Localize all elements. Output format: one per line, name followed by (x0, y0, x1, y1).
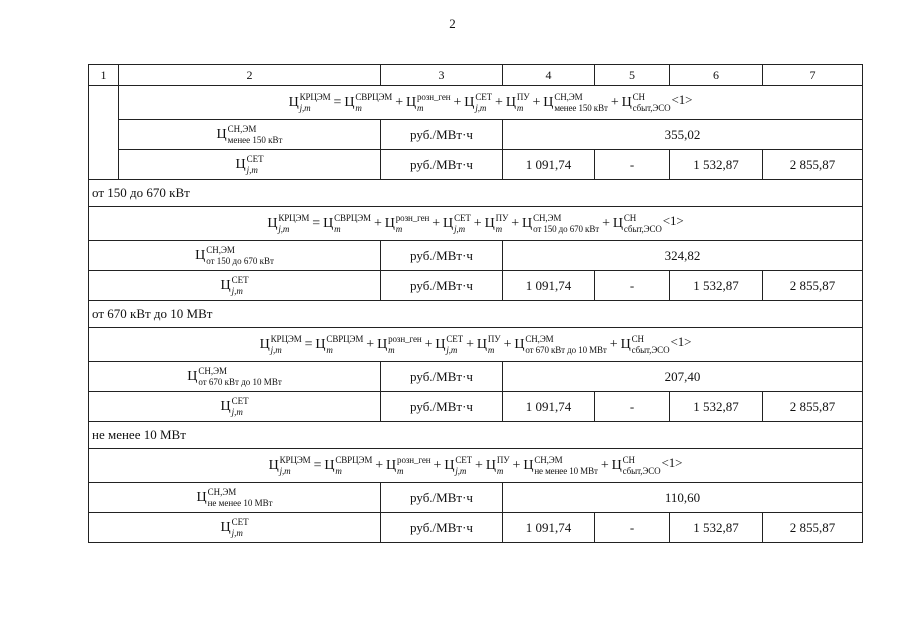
ts-symbol: Ц (484, 216, 495, 232)
formula-term (267, 212, 310, 234)
value-cell-merged: 355,02 (503, 120, 863, 150)
tariff-table (88, 64, 863, 543)
term-subscript: m (516, 102, 524, 113)
term-superscript: ПУ (516, 91, 530, 102)
formula-operator: + (466, 337, 474, 353)
formula-term (324, 454, 373, 476)
formula-term (485, 454, 510, 476)
row-number-cell (89, 86, 119, 180)
ts-symbol: Ц (220, 277, 231, 293)
term-subscript: m (334, 223, 341, 234)
ts-symbol: Ц (444, 458, 455, 474)
ts-symbol: Ц (377, 337, 388, 353)
formula-row (89, 328, 863, 362)
term-subscript: m (495, 223, 502, 234)
ts-symbol: Ц (259, 337, 270, 353)
section-row (89, 422, 863, 449)
label-subscript: j,m (231, 406, 243, 417)
value-cell: 1 091,74 (503, 271, 595, 301)
formula-operator: + (433, 458, 442, 474)
formula-operator: + (375, 458, 384, 474)
term-superscript: СЕТ (455, 454, 473, 465)
component-label (89, 271, 381, 301)
formula-term (523, 454, 598, 476)
label-subscript: j,m (246, 164, 258, 175)
formula-operator: + (453, 95, 462, 111)
unit-cell: руб./МВт·ч (381, 271, 503, 301)
formula-term (377, 333, 422, 355)
ts-symbol: Ц (386, 458, 397, 474)
formula-term (384, 212, 430, 234)
formula-operator: + (432, 216, 441, 232)
formula-operator: + (473, 216, 482, 232)
formula-row (89, 207, 863, 241)
term-superscript: розн_ген (397, 454, 431, 465)
value-cell: 1 532,87 (670, 150, 763, 180)
label-superscript: СЕТ (231, 274, 249, 285)
label-subscript: менее 150 кВт (227, 134, 283, 145)
term-superscript: СН,ЭМ (533, 212, 562, 223)
value-cell: 2 855,87 (763, 150, 863, 180)
value-cell-merged: 110,60 (503, 483, 863, 513)
term-superscript: КРЦЭМ (278, 212, 310, 223)
term-superscript: КРЦЭМ (299, 91, 331, 102)
component-label (119, 120, 381, 150)
ts-symbol: Ц (406, 95, 417, 111)
term-superscript: СВРЦЭМ (326, 333, 364, 344)
label-subscript: от 150 до 670 кВт (206, 255, 274, 266)
formula-term (514, 333, 607, 355)
term-subscript: сбыт,ЭСО (622, 465, 661, 476)
term-superscript: СЕТ (475, 91, 493, 102)
component-label (89, 392, 381, 422)
ts-symbol: Ц (543, 95, 554, 111)
term-superscript: ПУ (487, 333, 501, 344)
ts-symbol: Ц (324, 458, 335, 474)
formula-operator: + (600, 458, 609, 474)
term-subscript: j,m (299, 102, 311, 113)
formula-operator: + (424, 337, 433, 353)
term-subscript: m (487, 344, 495, 355)
ts-symbol: Ц (196, 489, 207, 505)
unit-cell: руб./МВт·ч (381, 362, 503, 392)
term-subscript: j,m (446, 344, 458, 355)
label-superscript: СН,ЭМ (198, 365, 228, 376)
term-superscript: розн_ген (388, 333, 422, 344)
ts-symbol: Ц (288, 95, 299, 111)
formula-term (344, 91, 393, 113)
ts-symbol: Ц (620, 337, 631, 353)
value-cell: - (595, 271, 670, 301)
term-subscript: m (335, 465, 342, 476)
ts-symbol: Ц (612, 216, 623, 232)
formula (89, 449, 863, 483)
ts-symbol: Ц (187, 368, 198, 384)
ts-symbol: Ц (505, 95, 516, 111)
component-label (89, 362, 381, 392)
ts-symbol: Ц (514, 337, 525, 353)
value-cell: 2 855,87 (763, 392, 863, 422)
term-superscript: СН (623, 212, 637, 223)
formula-term (444, 454, 473, 476)
ts-symbol: Ц (315, 337, 326, 353)
value-cell-merged: 207,40 (503, 362, 863, 392)
value-cell: 1 091,74 (503, 392, 595, 422)
formula-operator: + (373, 216, 382, 232)
table-row (89, 150, 863, 180)
section-row (89, 301, 863, 328)
term-subscript: j,m (278, 223, 290, 234)
formula-term (315, 333, 364, 355)
header-cell: 6 (670, 65, 763, 86)
unit-cell: руб./МВт·ч (381, 392, 503, 422)
formula-operator: + (602, 216, 610, 232)
term-superscript: КРЦЭМ (270, 333, 302, 344)
formula-row (89, 449, 863, 483)
formula-term (611, 454, 661, 476)
formula-operator: = (333, 95, 342, 111)
formula-term (259, 333, 302, 355)
value-cell: 1 091,74 (503, 513, 595, 543)
term-subscript: менее 150 кВт (554, 102, 608, 113)
ts-symbol: Ц (464, 95, 475, 111)
label-subscript: не менее 10 МВт (207, 497, 273, 508)
formula-term (288, 91, 331, 113)
formula-row (89, 86, 863, 120)
formula-term (406, 91, 451, 113)
value-cell: - (595, 513, 670, 543)
ts-symbol: Ц (216, 126, 227, 142)
ts-symbol: Ц (220, 519, 231, 535)
value-cell: 2 855,87 (763, 271, 863, 301)
table-row (89, 362, 863, 392)
value-cell: 1 532,87 (670, 513, 763, 543)
formula-operator: + (512, 458, 521, 474)
ts-symbol: Ц (435, 337, 446, 353)
label-subscript: от 670 кВт до 10 МВт (198, 376, 282, 387)
term-superscript: СВРЦЭМ (335, 454, 373, 465)
term-subscript: m (496, 465, 504, 476)
term-subscript: j,m (454, 223, 466, 234)
formula-term (268, 454, 311, 476)
term-superscript: СВРЦЭМ (334, 212, 371, 223)
formula-term (323, 212, 371, 234)
term-subscript: сбыт,ЭСО (631, 344, 670, 355)
ts-symbol: Ц (476, 337, 487, 353)
ts-symbol: Ц (195, 247, 206, 263)
header-row (89, 65, 863, 86)
table-row (89, 513, 863, 543)
component-label (119, 150, 381, 180)
term-superscript: розн_ген (395, 212, 430, 223)
term-subscript: от 670 кВт до 10 МВт (525, 344, 607, 355)
term-superscript: СН,ЭМ (525, 333, 554, 344)
ts-symbol: Ц (443, 216, 454, 232)
formula-term (484, 212, 509, 234)
formula-term (543, 91, 608, 113)
formula-operator: + (609, 337, 618, 353)
label-superscript: СН,ЭМ (227, 123, 257, 134)
table-row (89, 271, 863, 301)
value-cell: 1 091,74 (503, 150, 595, 180)
label-superscript: СЕТ (231, 516, 249, 527)
term-subscript: j,m (475, 102, 487, 113)
term-superscript: СН (631, 333, 644, 344)
value-cell: - (595, 392, 670, 422)
label-subscript: j,m (231, 527, 243, 538)
formula-operator: + (395, 95, 404, 111)
unit-cell: руб./МВт·ч (381, 120, 503, 150)
ts-symbol: Ц (523, 458, 534, 474)
term-superscript: розн_ген (417, 91, 451, 102)
term-subscript: j,m (270, 344, 282, 355)
term-superscript: ПУ (495, 212, 509, 223)
formula-operator: = (313, 458, 322, 474)
note-reference: <1> (662, 213, 684, 229)
note-reference: <1> (670, 334, 692, 350)
formula-term (620, 333, 670, 355)
section-label: от 150 до 670 кВт (89, 180, 863, 207)
ts-symbol: Ц (267, 216, 278, 232)
formula-operator: + (511, 216, 520, 232)
formula-operator: + (366, 337, 375, 353)
formula-term (386, 454, 431, 476)
unit-cell: руб./МВт·ч (381, 241, 503, 271)
term-superscript: КРЦЭМ (279, 454, 311, 465)
header-cell: 5 (595, 65, 670, 86)
table-row (89, 241, 863, 271)
formula-operator: + (610, 95, 619, 111)
header-cell: 3 (381, 65, 503, 86)
table-row (89, 483, 863, 513)
term-subscript: m (395, 223, 403, 234)
ts-symbol: Ц (485, 458, 496, 474)
header-cell: 1 (89, 65, 119, 86)
term-superscript: СН (632, 91, 645, 102)
term-superscript: СН,ЭМ (554, 91, 583, 102)
term-superscript: СЕТ (446, 333, 464, 344)
value-cell: 1 532,87 (670, 392, 763, 422)
section-label: от 670 кВт до 10 МВт (89, 301, 863, 328)
formula-operator: + (475, 458, 483, 474)
term-superscript: СН,ЭМ (534, 454, 563, 465)
ts-symbol: Ц (621, 95, 632, 111)
formula (89, 207, 863, 241)
label-superscript: СН,ЭМ (207, 486, 237, 497)
term-superscript: ПУ (496, 454, 510, 465)
formula-operator: + (503, 337, 512, 353)
section-row (89, 180, 863, 207)
ts-symbol: Ц (323, 216, 334, 232)
table-row (89, 120, 863, 150)
component-label (89, 513, 381, 543)
value-cell: - (595, 150, 670, 180)
formula-operator: = (304, 337, 313, 353)
term-subscript: m (355, 102, 362, 113)
ts-symbol: Ц (268, 458, 279, 474)
note-reference: <1> (661, 455, 683, 471)
formula-term (522, 212, 600, 234)
formula (89, 328, 863, 362)
ts-symbol: Ц (220, 398, 231, 414)
table-row (89, 392, 863, 422)
ts-symbol: Ц (235, 156, 246, 172)
label-subscript: j,m (231, 285, 243, 296)
ts-symbol: Ц (384, 216, 395, 232)
term-subscript: m (397, 465, 404, 476)
ts-symbol: Ц (344, 95, 355, 111)
value-cell-merged: 324,82 (503, 241, 863, 271)
formula-term (435, 333, 464, 355)
note-reference: <1> (671, 92, 693, 108)
term-subscript: j,m (455, 465, 467, 476)
term-superscript: СВРЦЭМ (355, 91, 393, 102)
formula-term (505, 91, 530, 113)
ts-symbol: Ц (611, 458, 622, 474)
value-cell: 1 532,87 (670, 271, 763, 301)
label-superscript: СЕТ (231, 395, 249, 406)
page-number: 2 (449, 16, 456, 31)
term-subscript: от 150 до 670 кВт (533, 223, 600, 234)
label-superscript: СЕТ (246, 153, 264, 164)
term-subscript: j,m (279, 465, 291, 476)
formula-operator: + (532, 95, 541, 111)
term-superscript: СЕТ (454, 212, 471, 223)
term-subscript: m (417, 102, 424, 113)
formula-term (612, 212, 662, 234)
component-label (89, 483, 381, 513)
formula-operator: + (495, 95, 503, 111)
header-cell: 4 (503, 65, 595, 86)
term-subscript: сбыт,ЭСО (632, 102, 671, 113)
unit-cell: руб./МВт·ч (381, 150, 503, 180)
formula-term (621, 91, 671, 113)
formula-term (464, 91, 493, 113)
label-superscript: СН,ЭМ (206, 244, 235, 255)
component-label (89, 241, 381, 271)
term-subscript: сбыт,ЭСО (623, 223, 662, 234)
value-cell: 2 855,87 (763, 513, 863, 543)
section-label: не менее 10 МВт (89, 422, 863, 449)
term-subscript: не менее 10 МВт (534, 465, 598, 476)
formula-operator: = (312, 216, 321, 232)
ts-symbol: Ц (522, 216, 533, 232)
formula-term (443, 212, 471, 234)
header-cell: 7 (763, 65, 863, 86)
unit-cell: руб./МВт·ч (381, 483, 503, 513)
header-cell: 2 (119, 65, 381, 86)
term-subscript: m (388, 344, 395, 355)
unit-cell: руб./МВт·ч (381, 513, 503, 543)
formula-term (476, 333, 501, 355)
formula (119, 86, 863, 120)
term-superscript: СН (622, 454, 635, 465)
term-subscript: m (326, 344, 333, 355)
